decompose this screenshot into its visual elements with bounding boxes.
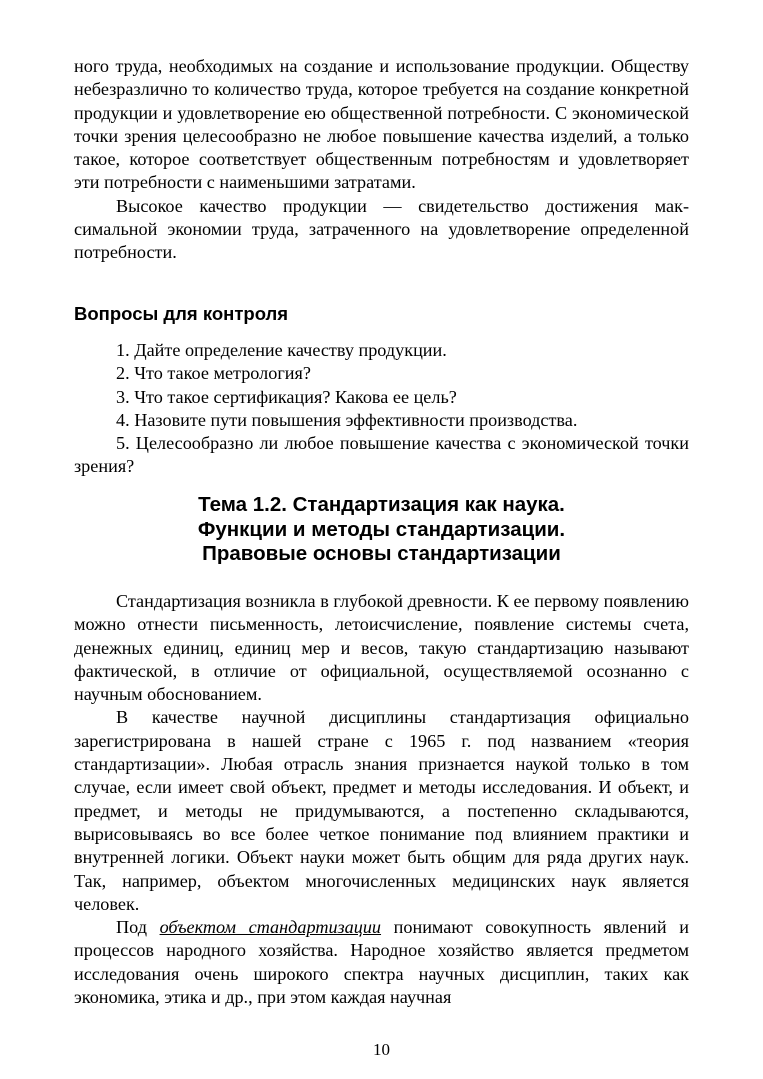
- question-item: 1. Дайте определение качеству продукции.: [116, 340, 447, 360]
- topic-title-line-3: Правовые основы стандартизации: [202, 542, 561, 565]
- question-item: 5. Целесообразно ли любое повышение качества с экономической точки зрения?: [74, 433, 689, 477]
- question-item: 2. Что такое метрология?: [116, 363, 311, 384]
- section-paragraph-2: В качестве научной дисциплины стандартизация официально зарегистрирована в нашей стране с 1965 г. под названием «теория стандартизации». Любая отрасль знания признается наукой только в том случае, если имеет свой объект, предмет и методы исследования. И объект, и предмет, и методы не придумываются, а постепенно складываются, вырисовываясь во все более четкое понимание под влиянием практики и внутренней логики. Объект науки может быть общим для ряда других наук. Так, например, объектом многочисленных медицинских наук является человек.: [74, 707, 689, 914]
- intro-block: [74, 55, 689, 265]
- paragraph-3-rest: понимают совокупность явлений и процессов народного хозяйства. Народное хозяйство является предметом исследования очень широкого спектра научных дисциплин, таких как экономика, этика и др., при этом каждая научная: [74, 917, 689, 1008]
- question-item: 3. Что такое сертификация? Какова ее цель?: [116, 386, 457, 407]
- section-block: [74, 590, 689, 1009]
- intro-paragraph-2: Высокое качество продукции — свидетельство достижения максимальной экономии труда, затраченного на удовлетворение определенной потребности.: [74, 195, 689, 263]
- section-paragraph-3: [74, 916, 689, 1009]
- topic-title: [74, 493, 689, 567]
- questions-heading: Вопросы для контроля: [74, 303, 289, 324]
- section-paragraph-1: Стандартизация возникла в глубокой древности. К ее первому появлению можно отнести письменность, летоисчисление, появление системы счета, денежных единиц, единиц мер и весов, такую стандартизацию называют фактической, в отличие от официальной, осуществляемой осознанно с научным обоснованием.: [74, 591, 689, 705]
- topic-title-line-2: Функции и методы стандартизации.: [197, 517, 566, 541]
- intro-paragraph-1: ного труда, необходимых на создание и использование продукции. Обществу небезразлично то количество труда, которое требуется на создание конкретной продукции и удовлетворение ею общественной потребности. С экономической точки зрения целесообразно не любое повышение качества изделий, а только такое, которое соответствует общественным потребностям и удовлетворяет эти потребности с наименьшими затратами.: [74, 56, 689, 193]
- paragraph-3-start: Под: [116, 917, 160, 938]
- defined-term: объектом стандартизации: [159, 917, 382, 938]
- topic-title-line-1: Тема 1.2. Стандартизация как наука.: [198, 493, 565, 516]
- page-number: 10: [373, 1040, 390, 1059]
- questions-list: [74, 339, 689, 479]
- question-item: 4. Назовите пути повышения эффективности производства.: [116, 409, 578, 430]
